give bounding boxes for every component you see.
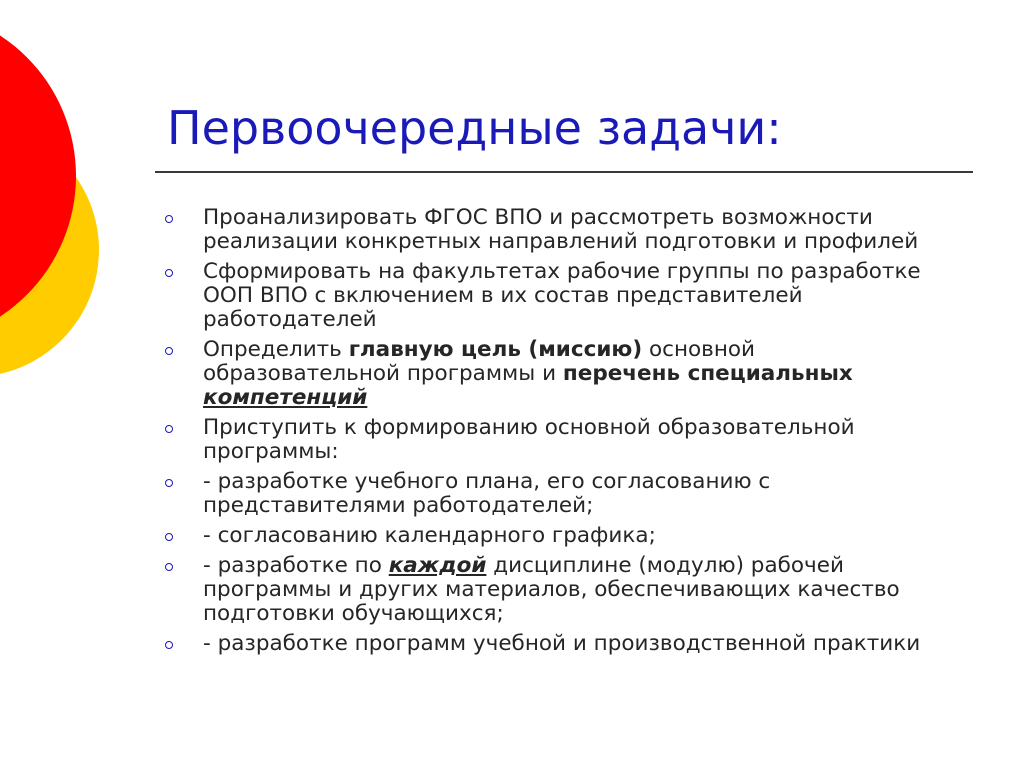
bullet-text: основной образовательной программы и xyxy=(203,337,756,386)
hollow-circle-bullet-icon xyxy=(165,269,173,277)
bullet-item xyxy=(165,524,955,548)
emphasis-text: главную цель (миссию) xyxy=(348,337,643,362)
emphasis-underlined-text: каждой xyxy=(388,553,487,578)
bullet-item xyxy=(165,206,955,254)
bullet-text: Проанализировать ФГОС ВПО и рассмотреть возможности реализации конкретных направлений подготовки и профилей xyxy=(203,205,919,254)
bullet-list xyxy=(165,206,955,662)
hollow-circle-bullet-icon xyxy=(165,533,173,541)
bullet-item xyxy=(165,470,955,518)
bullet-text: - согласованию календарного графика; xyxy=(203,523,656,548)
bullet-text: - разработке по xyxy=(203,553,389,578)
hollow-circle-bullet-icon xyxy=(165,563,173,571)
hollow-circle-bullet-icon xyxy=(165,479,173,487)
hollow-circle-bullet-icon xyxy=(165,641,173,649)
hollow-circle-bullet-icon xyxy=(165,347,173,355)
bullet-item xyxy=(165,632,955,656)
emphasis-underlined-text: компетенций xyxy=(203,385,368,410)
bullet-item xyxy=(165,338,955,410)
bullet-item xyxy=(165,260,955,332)
bullet-text: - разработке учебного плана, его согласованию с представителями работодателей; xyxy=(203,469,771,518)
bullet-text: дисциплине (модулю) рабочей программы и других материалов, обеспечивающих качество подготовки обучающихся; xyxy=(203,553,900,626)
bullet-text: Определить xyxy=(203,337,349,362)
bullet-text: Сформировать на факультетах рабочие группы по разработке ООП ВПО с включением в их состав представителей работодателей xyxy=(203,259,921,332)
hollow-circle-bullet-icon xyxy=(165,215,173,223)
bullet-text: Приступить к формированию основной образовательной программы: xyxy=(203,415,855,464)
bullet-item xyxy=(165,416,955,464)
hollow-circle-bullet-icon xyxy=(165,425,173,433)
slide-title: Первоочередные задачи: xyxy=(167,101,782,155)
title-divider xyxy=(155,171,973,173)
bullet-item xyxy=(165,554,955,626)
decorative-circles xyxy=(0,0,110,410)
emphasis-text: перечень специальных xyxy=(562,361,853,386)
bullet-text: - разработке программ учебной и производственной практики xyxy=(203,631,921,656)
